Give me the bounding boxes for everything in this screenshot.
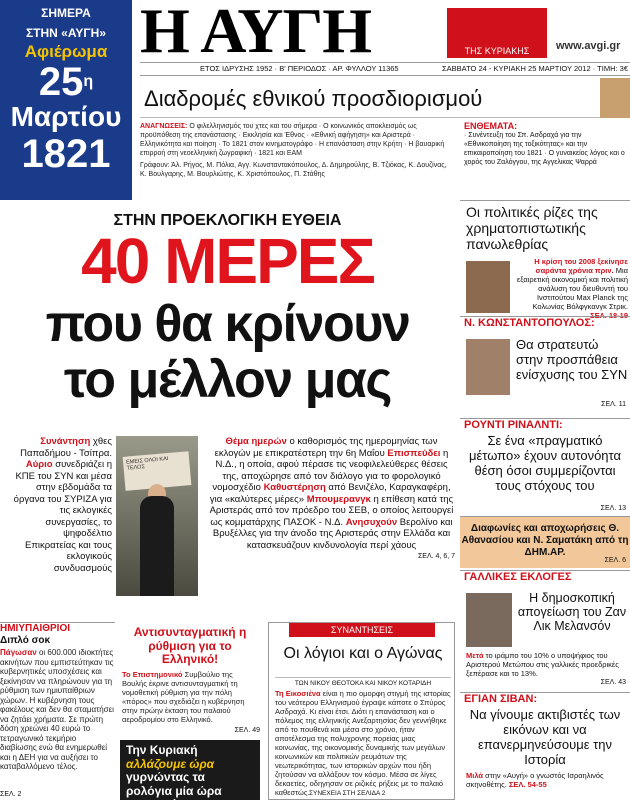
r5-portrait: [466, 593, 512, 647]
r3-page-ref: ΣΕΛ. 13: [600, 505, 626, 512]
founded-info: ΕΤΟΣ ΙΔΡΥΣΗΣ 1952 · Β' ΠΕΡΙΟΔΟΣ · ΑΡ. ΦΥΛΛΟΥ 11365: [200, 64, 399, 73]
feature-inserts: [464, 122, 630, 192]
b3-title: Οι λόγιοι και ο Αγώνας: [283, 645, 443, 662]
r3-title: Σε ένα «πραγματικό μέτωπο» έχουν αυτονόητα θέση όσοι συμμερίζονται τους στόχους του: [468, 433, 621, 493]
protest-sign: ΕΜΕΙΣ ΟΛΟΙ ΚΑΙ ΤΕΛΟΣ: [123, 451, 192, 491]
b3-head: ΣΥΝΑΝΤΗΣΕΙΣ: [289, 623, 435, 637]
b1-text: [0, 648, 115, 772]
b1-body: οι 600.000 ιδιοκτήτες ακινήτων που εμπιστεύτηκαν τις κυβερνητικές υποσχέσεις και ξεκίνησαν να πληρώνουν για τη ρύθμιση των ημιυπαίθριων χώρων. Η κυβέρνηση τους φακέλους και δεν θα σταματήσει να ζητάει χρήματα. Σε πρώτη δόση χρεώνει 40 ευρώ το τετραγωνικό τεκμήριο διαβίωσης ενώ θα ενημερωθεί και η ΔΕΗ για να αυξήσει το καταβαλλόμενο τέλος.: [0, 648, 114, 771]
r5-text: [466, 651, 628, 678]
center-text-3: από Βενιζέλο, Καραγκαφέρη, για «καλύτερες μέρες»: [209, 482, 451, 505]
dst-text-1: Την Κυριακή: [126, 743, 198, 757]
b3-body: είναι η πιο ομορφη στιγμή της ιστορίας του νεότερου Ελληνισμού έγραψε κάποτε ο Σπύρος Ασδραχά. Κι είναι έτσι. Διότι η επανάσταση και ο πόλεμος της ελληνικής Ανεξαρτησίας δεν γεννήθηκε από το πουθενά και μέσα στο χρόνο, ήταν αποτέλεσμα της πολυχρονης πορείας μιας κοινωνίας, της οικονομικής δυναμικής των μεγάλων κοινωνικών και πολιτικών ρευμάτων της νεωτερικότητας, των ιστορικών αρχών που ήδη ζητούσαν να αλλάξουν τον κόσμο. Μέσα σε λίγες δεκαετίες, οδηγησαν σε ριζικές ρήξεις με το παλαιό καθεστώς.: [275, 689, 451, 797]
story-konstantopoulos[interactable]: [460, 316, 630, 416]
story-rinaldi[interactable]: [460, 418, 630, 516]
center-text-5: Βερολίνο και Βρυξέλλες για την άνοδο της Αριστεράς στην Ελλάδα και κατασκευάζουν κινδυνολογία περί χάους: [212, 516, 453, 551]
left-text-1: χθες Παπαδήμου - Τσίπρα.: [20, 436, 112, 459]
story-semi-outdoor[interactable]: [0, 622, 115, 800]
protest-photo: [116, 436, 198, 596]
r5-page-ref: ΣΕΛ. 43: [600, 679, 626, 686]
b1-bold: Πάγωσαν: [0, 648, 37, 657]
lead-headline-line1[interactable]: που θα κρίνουν: [45, 295, 410, 353]
center-bold-1: Θέμα ημερών: [225, 436, 287, 447]
feature-title: Διαδρομές εθνικού προσδιορισμού: [144, 86, 483, 111]
r6-body: στην «Αυγή» ο γνωστός Ισραηλινός σκηνοθέτης.: [466, 771, 604, 789]
story-dimar[interactable]: [460, 516, 630, 568]
b3-text: [275, 689, 451, 797]
website-link[interactable]: www.avgi.gr: [556, 40, 621, 52]
center-bold-4: Μπουμερανγκ: [306, 493, 371, 505]
b1-head: ΗΜΙΥΠΑΙΘΡΙΟΙ: [0, 623, 71, 634]
lead-center-text: [208, 436, 455, 563]
date-price: ΣΑΒΒΑΤΟ 24 - ΚΥΡΙΑΚΗ 25 ΜΑΡΤΙΟΥ 2012 · ΤΙΜΗ: 3€: [442, 64, 628, 73]
promo-month: Μαρτίου: [10, 101, 122, 132]
center-bold-2: Επισπεύδει: [387, 447, 441, 459]
r2-portrait: [466, 339, 510, 395]
r3-head: ΡΟΥΝΤΙ ΡΙΝΑΛΝΤΙ:: [464, 419, 563, 431]
feature-image: [600, 78, 630, 118]
center-bold-5: Ανησυχούν: [345, 516, 398, 528]
r2-head: Ν. ΚΩΝΣΤΑΝΤΟΠΟΥΛΟΣ:: [464, 317, 595, 329]
r6-bold: Μιλά: [466, 771, 484, 780]
dst-highlight: αλλάζουμε ώρα: [126, 756, 215, 771]
promo-box[interactable]: [0, 0, 132, 200]
promo-in-avgi: ΣΤΗΝ «ΑΥΓΗ»: [25, 26, 106, 40]
b3-bold: Τη Εικοσιένα: [275, 689, 321, 698]
r1-body: Μια εξαιρετική οικονομική και πολιτική ανάλυση του διευθυντή του Ινστιτούτου Max Planck της Κολωνίας Βόλφγκανγκ Στρικ.: [516, 266, 628, 311]
center-text-2: η Ν.Δ., η οποία, αφού πέρασε τις νεοφιλελεύθερες θέσεις της, αποχώρησε από τον διάλογο για το φορολογικό νομοσχέδιο: [212, 447, 449, 493]
newspaper-logo[interactable]: Η ΑΥΓΗ: [140, 0, 371, 66]
left-bold-1: Συνάντηση: [40, 436, 91, 447]
center-text-4: η επίθεση κατά της Αριστεράς από τον πρόεδρο του ΣΕΒ, ο οποίος λειτουργεί ως κομματάρχης ΠΑΣΟΚ - Ν.Δ.: [209, 493, 454, 528]
daylight-saving-box[interactable]: [120, 740, 260, 811]
lead-left-text: [10, 436, 112, 574]
story-scholars[interactable]: [268, 622, 455, 800]
r1-page-ref: ΣΕΛ. 18-19: [590, 311, 628, 320]
b2-title: Αντισυνταγματική η ρύθμιση για το Ελληνικό!: [133, 625, 247, 666]
r6-title: Να γίνουμε ακτιβιστές των εικόνων και να επανερμηνεύσουμε την Ιστορία: [469, 707, 621, 767]
edition-label: ΤΗΣ ΚΥΡΙΑΚΗΣ: [447, 44, 547, 58]
b3-authors: ΤΩΝ ΝΙΚΟΥ ΘΕΟΤΟΚΑ ΚΑΙ ΝΙΚΟΥ ΚΟΤΑΡΙΔΗ: [275, 677, 451, 687]
story-financial-crisis[interactable]: [460, 200, 630, 320]
r2-title: Θα στρατευτώ στην προσπάθεια ενίσχυσης του ΣΥΝ: [516, 337, 628, 382]
r5-body: το ιράμπο του 10% ο υποψήφιος του Αριστερού Μετώπου στις γαλλικές προεδρικές ξεπέρασε και το 13%.: [466, 651, 619, 678]
r1-bold: Η κρίση του 2008 ξεκίνησε σαράντα χρόνια πριν.: [534, 257, 628, 275]
r4-title: Διαφωνίες και αποχωρήσεις Θ. Αθανασίου και Ν. Σαματάκη από τη ΔΗΜ.ΑΡ.: [461, 523, 629, 558]
protester-body: [140, 496, 174, 596]
promo-day: $25^\eta$: [38, 60, 94, 104]
story-french-elections[interactable]: [460, 570, 630, 690]
feature-readings: [140, 122, 455, 192]
b2-text: [120, 667, 260, 727]
b3-continued: ΣΥΝΕΧΕΙΑ ΣΤΗ ΣΕΛΙΔΑ 2: [309, 790, 386, 797]
b2-page-ref: ΣΕΛ. 49: [234, 726, 260, 734]
promo-tribute: Αφιέρωμα: [24, 42, 108, 61]
story-eyal-sivan[interactable]: [460, 692, 630, 800]
inserts-label: ΕΝΘΕΜΑΤΑ:: [464, 121, 518, 131]
lead-headline-big[interactable]: 40 ΜΕΡΕΣ: [81, 225, 374, 297]
left-text-2: συνεδριάζει η ΚΠΕ του ΣΥΝ και μέσα στην εβδομάδα τα όργανα του ΣΥΡΙΖΑ για τις εκλογικές συνεργασίες, το ψηφοδέλτιο Επικρατείας και τους εκλογικούς συνδυασμούς: [13, 459, 112, 574]
logo-red-bar: [447, 8, 547, 44]
center-text-1: ο καθορισμός της ημερομηνίας των εκλογών με επικρατέστερη την 6η Μαΐου: [214, 436, 438, 459]
readings-text: Ο φιλελληνισμός του χτες και του σήμερα · Ο κοινωνικός αποκλεισμός ως προϋπόθεση της επανάστασης · Εκκλησία και Έθνος · «Εθνική αφήγηση» και Αριστερά · Ελληνικότητα και ποίηση · Το 1821 στον κινηματογράφο · Η επανάσταση στην Κρήτη · Η βαυαρική επιρροή στη νεοελληνική ζωγραφική · 1821 και ΕΑΜ: [140, 123, 445, 157]
writers-text: Γράφουν: Άλ. Ρήγος, Μ. Πόλια, Αγγ. Κωνσταντακόπουλος, Δ. Δημηρούλης, Β. Τζιόκας, Κ. Δουζίνας, Κ. Βουλγαρης, Μ. Βουρλιώτης, Κ. Χριστόπουλος, Π. Στάθης: [140, 162, 447, 178]
feature-banner[interactable]: [140, 78, 630, 118]
promo-today: ΣΗΜΕΡΑ: [41, 6, 91, 20]
inserts-text: · Συνέντευξη του Σπ. Ασδραχά για την «Εθνικοποίηση της τοξικότητας» και την επικαιροποίηση του 1821 · Ο γυναικείος λόγος και ο χορός του Ζαλόγγου, της Αγγελικας Ψαρρά: [464, 132, 625, 166]
b1-page-ref: ΣΕΛ. 2: [0, 791, 22, 798]
b2-bold: Το Επιστημονικό: [122, 669, 183, 679]
b1-title: Διπλό σοκ: [0, 635, 51, 646]
r1-portrait: [466, 261, 510, 313]
lead-headline-line2[interactable]: το μέλλον μας: [64, 351, 391, 409]
issue-info-line: [140, 62, 630, 76]
center-bold-3: Καθυστέρηση: [263, 482, 326, 493]
r6-page-ref: ΣΕΛ. 54-55: [508, 780, 547, 789]
dst-text-2: γυρνώντας τα ρολόγια μία ώρα μπροστά: [126, 770, 222, 811]
story-elliniko[interactable]: [120, 622, 260, 811]
r5-head: ΓΑΛΛΙΚΕΣ ΕΚΛΟΓΕΣ: [464, 571, 572, 583]
lead-kicker: ΣΤΗΝ ΠΡΟΕΚΛΟΓΙΚΗ ΕΥΘΕΙΑ: [113, 212, 342, 229]
promo-year: 1821: [21, 132, 111, 176]
r4-page-ref: ΣΕΛ. 6: [604, 557, 626, 564]
r5-title: Η δημοσκοπική απογείωση του Ζαν Λικ Μελανσόν: [517, 591, 627, 633]
r6-head: ΕΓΙΑΝ ΣΙΒΑΝ:: [464, 693, 538, 705]
r2-page-ref: ΣΕΛ. 11: [601, 401, 626, 408]
b2-body: Συμβούλιο της Βουλής έκρινε αντισυνταγματική τη νομοθετική ρύθμιση για την πόλη «πόρος» που σχεδιάζει η κυβέρνηση στην πρώην έκταση του παλαιού αεροδρομίου στο Ελληνικό.: [122, 669, 245, 724]
left-bold-2: Αύριο: [25, 459, 53, 470]
readings-label: ΑΝΑΓΝΩΣΕΙΣ:: [140, 123, 188, 130]
center-page-ref: ΣΕΛ. 4, 6, 7: [417, 553, 455, 560]
r5-bold: Μετά: [466, 651, 484, 660]
r1-text: [514, 257, 628, 320]
r1-title: Οι πολιτικές ρίζες της χρηματοπιστωτικής πανωλεθρίας: [466, 204, 598, 252]
r6-text: [460, 771, 630, 789]
